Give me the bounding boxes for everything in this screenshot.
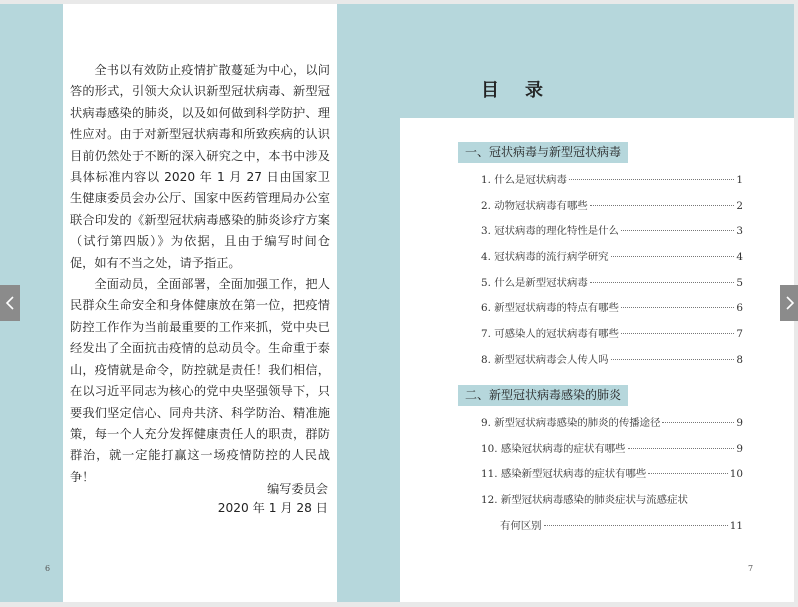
- toc-item[interactable]: [481, 299, 743, 325]
- toc-item[interactable]: [481, 465, 743, 491]
- toc-item-leader: [621, 333, 734, 334]
- signature-date: 2020 年 1 月 28 日: [217, 501, 328, 515]
- toc-list-2: [481, 414, 743, 542]
- toc-item-page: 6: [736, 302, 743, 315]
- toc-item-page: 8: [736, 353, 743, 366]
- toc-item-page: 9: [736, 442, 743, 455]
- toc-item-page: 5: [736, 276, 743, 289]
- toc-item-leader: [648, 473, 727, 474]
- preface-text: [70, 60, 330, 488]
- toc-item-label: 1. 什么是冠状病毒: [481, 174, 567, 186]
- toc-item-label: 10. 感染冠状病毒的症状有哪些: [481, 442, 626, 455]
- toc-item-page: 1: [736, 174, 743, 186]
- toc-item[interactable]: [481, 325, 743, 351]
- toc-item-label: 5. 什么是新型冠状病毒: [481, 276, 588, 289]
- toc-item-leader: [621, 230, 734, 231]
- toc-item-page: 3: [736, 225, 743, 238]
- next-page-button[interactable]: [780, 285, 798, 321]
- toc-item-leader: [590, 282, 735, 283]
- right-page-number: 7: [748, 564, 754, 573]
- toc-item-leader: [569, 179, 734, 180]
- toc-item-page: 4: [736, 251, 743, 264]
- toc-item-leader: [590, 205, 735, 206]
- toc-item[interactable]: [481, 491, 743, 517]
- toc-item-label: 12. 新型冠状病毒感染的肺炎症状与流感症状: [481, 494, 688, 507]
- toc-item-label: 有何区别: [500, 519, 542, 532]
- toc-title: 目录: [481, 80, 569, 101]
- toc-item-page: 10: [729, 468, 743, 481]
- toc-item-leader: [621, 307, 734, 308]
- toc-item-label: 8. 新型冠状病毒会人传人吗: [481, 353, 609, 366]
- left-page-number: 6: [45, 564, 51, 573]
- toc-item[interactable]: [481, 517, 743, 543]
- toc-section-heading-2: 二、新型冠状病毒感染的肺炎: [458, 385, 628, 406]
- toc-item[interactable]: [481, 414, 743, 440]
- preface-paragraph-2: 全面动员，全面部署，全面加强工作，把人民群众生命安全和身体健康放在第一位，把疫情防控工作作为当前最重要的工作来抓，党中央已经发出了全面抗击疫情的总动员令。生命重于泰山，疫情就是命令，防控就是责任！我们相信，在以习近平同志为核心的党中央坚强领导下，只要我们坚定信心、同舟共济、科学防治、精准施策，每一个人充分发挥健康责任人的职责，群防群治，就一定能打赢这一场疫情防控的人民战争！: [70, 277, 330, 484]
- toc-item[interactable]: [481, 274, 743, 300]
- toc-item-leader: [544, 525, 728, 526]
- toc-item-label: 9. 新型冠状病毒感染的肺炎的传播途径: [481, 417, 661, 429]
- chevron-left-icon: [5, 296, 15, 310]
- toc-item-label: 7. 可感染人的冠状病毒有哪些: [481, 328, 619, 341]
- toc-item-leader: [611, 359, 735, 360]
- toc-item[interactable]: [481, 248, 743, 274]
- page-gutter: [337, 4, 400, 602]
- toc-item[interactable]: [481, 351, 743, 377]
- toc-section-heading-1: 一、冠状病毒与新型冠状病毒: [458, 142, 628, 163]
- toc-item[interactable]: [481, 171, 743, 197]
- toc-item-label: 6. 新型冠状病毒的特点有哪些: [481, 302, 619, 315]
- toc-item-page: 7: [736, 328, 743, 341]
- signature-org: 编写委员会: [267, 482, 328, 496]
- preface-paragraph-1: 全书以有效防止疫情扩散蔓延为中心，以问答的形式，引领大众认识新型冠状病毒、新型冠状病毒感染的肺炎，以及如何做到科学防护、理性应对。由于对新型冠状病毒和所致疾病的认识目前仍然处于不断的深入研究之中，本书中涉及具体标准内容以 2020 年 1 月 27 日由国家卫生健康委员会办公厅、国家中医药管理局办公室联合印发的《新型冠状病毒感染的肺炎诊疗方案（试行第四版）》为依据，且由于编写时间仓促，如有不当之处，请予指正。: [70, 63, 330, 270]
- toc-item[interactable]: [481, 197, 743, 223]
- signature-block: [218, 480, 328, 518]
- chevron-right-icon: [785, 296, 795, 310]
- toc-item[interactable]: [481, 222, 743, 248]
- toc-item-page: 9: [736, 417, 743, 429]
- toc-item-label: 11. 感染新型冠状病毒的症状有哪些: [481, 468, 647, 481]
- toc-item-label: 3. 冠状病毒的理化特性是什么: [481, 225, 619, 238]
- prev-page-button[interactable]: [0, 285, 20, 321]
- toc-item-page: 2: [736, 199, 743, 212]
- toc-item-label: 2. 动物冠状病毒有哪些: [481, 199, 588, 212]
- toc-header-band: [400, 4, 794, 118]
- toc-item-page: 11: [729, 519, 743, 532]
- toc-item-leader: [611, 256, 735, 257]
- toc-item-label: 4. 冠状病毒的流行病学研究: [481, 251, 609, 264]
- toc-item-leader: [662, 422, 734, 423]
- toc-item[interactable]: [481, 440, 743, 466]
- toc-list-1: [481, 171, 743, 377]
- toc-item-leader: [628, 448, 735, 449]
